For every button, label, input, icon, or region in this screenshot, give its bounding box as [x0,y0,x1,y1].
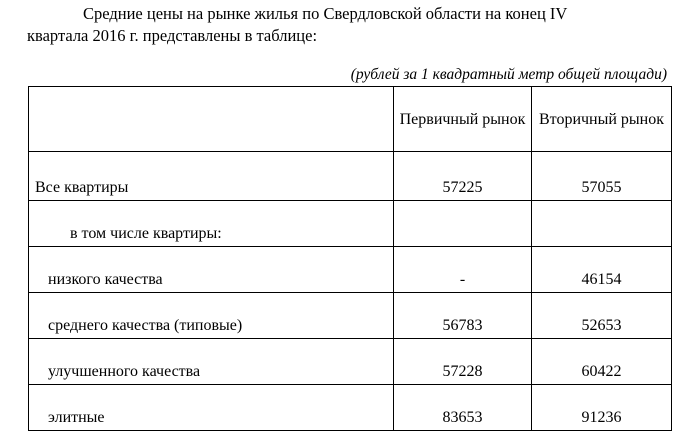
secondary-value: 91236 [532,385,672,431]
primary-value: 56783 [394,293,532,339]
table-header-row [29,87,672,152]
primary-value [394,201,532,247]
row-label: элитные [29,385,394,431]
row-label: низкого качества [29,247,394,293]
row-label: среднего качества (типовые) [29,293,394,339]
row-label: улучшенного качества [29,339,394,385]
secondary-value: 57055 [532,152,672,201]
intro-line-1: Средние цены на рынке жилья по Свердловской области на конец IV [83,4,568,23]
secondary-value: 52653 [532,293,672,339]
primary-value: 57228 [394,339,532,385]
table-row [29,385,672,431]
intro-paragraph [27,3,677,47]
primary-value: 57225 [394,152,532,201]
intro-line-2: квартала 2016 г. представлены в таблице: [27,26,318,45]
header-empty-cell [29,87,394,152]
secondary-value: 60422 [532,339,672,385]
row-label: Все квартиры [29,152,394,201]
price-table [28,86,672,431]
table-row [29,293,672,339]
units-caption: (рублей за 1 квадратный метр общей площади) [350,66,667,83]
header-primary-market: Первичный рынок [394,87,532,152]
header-secondary-market: Вторичный рынок [532,87,672,152]
secondary-value [532,201,672,247]
primary-value: 83653 [394,385,532,431]
table-row [29,247,672,293]
primary-value: - [394,247,532,293]
secondary-value: 46154 [532,247,672,293]
row-label: в том числе квартиры: [29,201,394,247]
table-row [29,339,672,385]
table-row [29,201,672,247]
table-row [29,152,672,201]
